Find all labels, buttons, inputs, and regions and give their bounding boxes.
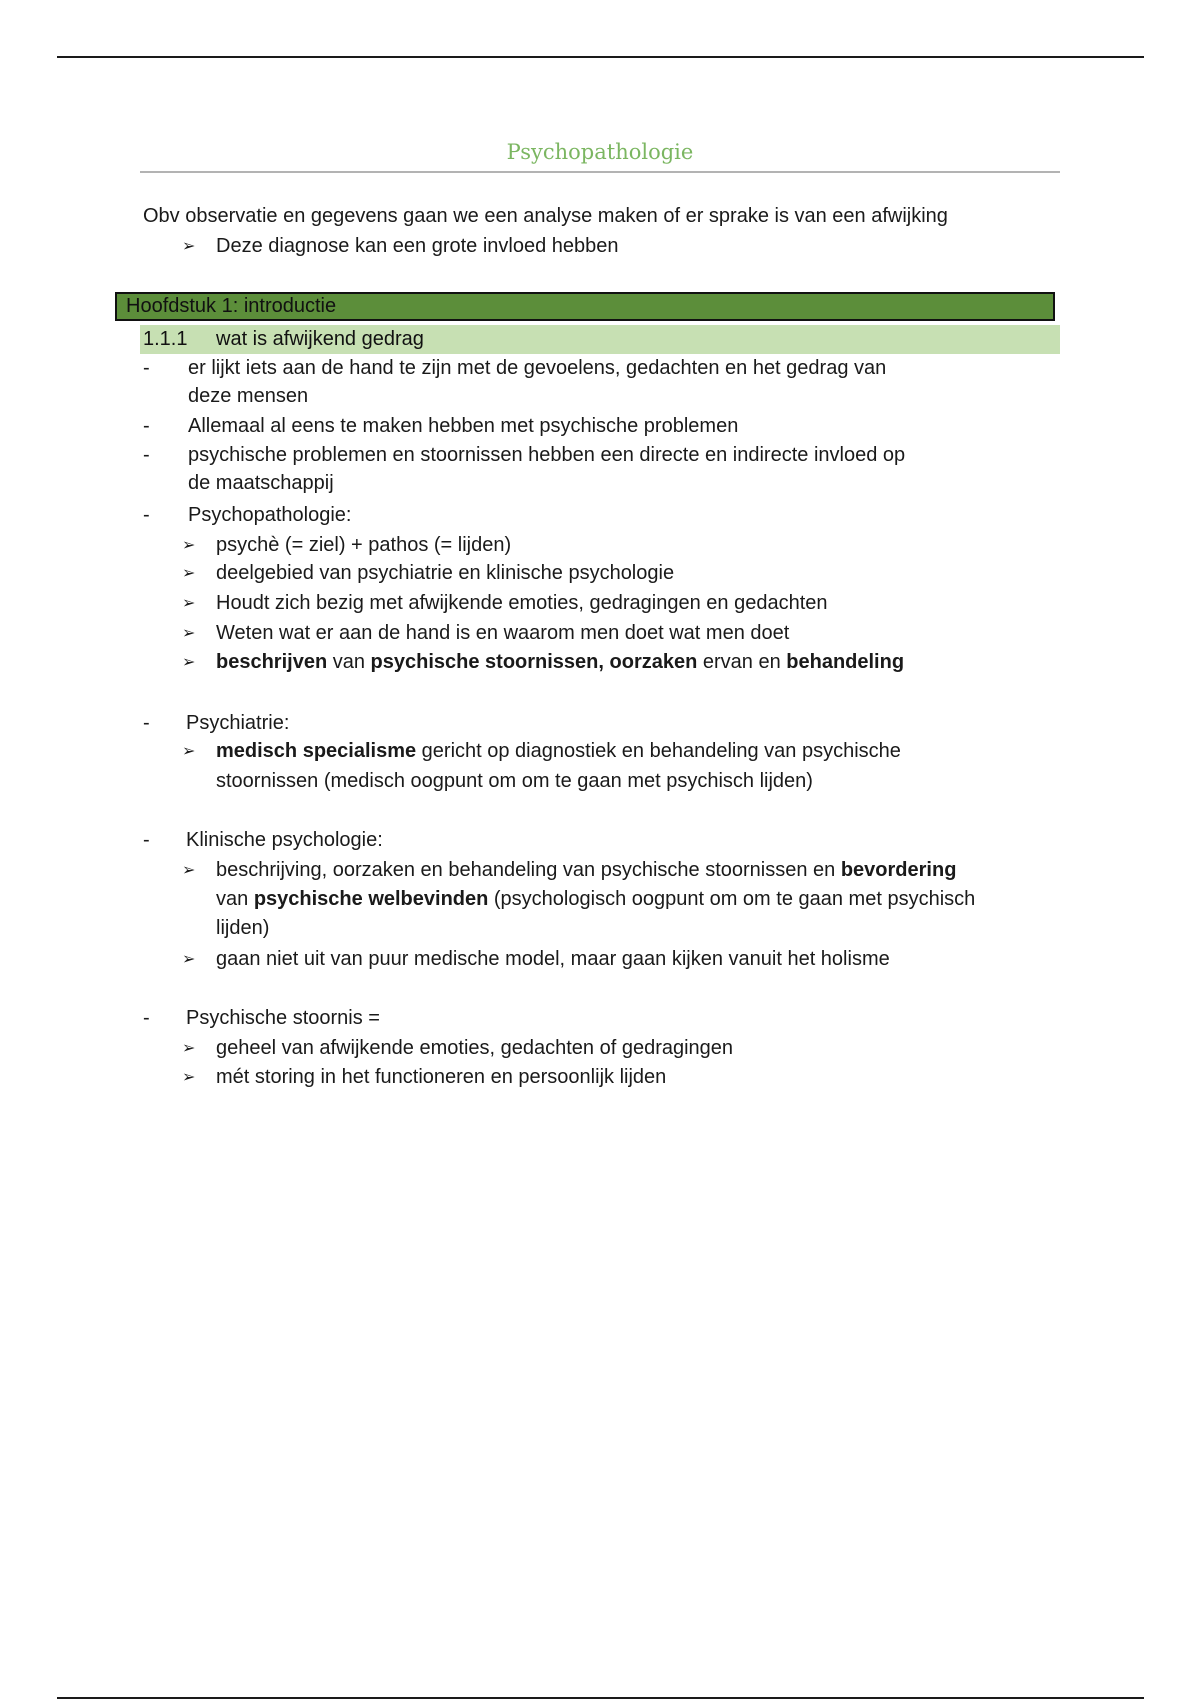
- section-number: 1.1.1: [143, 328, 188, 350]
- psychopathologie-point-3: Houdt zich bezig met afwijkende emoties, gedragingen en gedachten: [216, 592, 828, 614]
- klinisch-point-1-line-2: [216, 886, 975, 913]
- arrow-bullet-icon: ➢: [182, 862, 196, 879]
- klinisch-point-1-line-1: [216, 857, 956, 884]
- arrow-bullet-icon: ➢: [182, 743, 196, 760]
- bullet-3-line-2: de maatschappij: [188, 472, 334, 494]
- stoornis-point-2: mét storing in het functioneren en persoonlijk lijden: [216, 1066, 667, 1088]
- arrow-bullet-icon: ➢: [182, 951, 196, 968]
- psychopathologie-point-5: [216, 649, 904, 676]
- psychopathologie-point-2: deelgebied van psychiatrie en klinische psychologie: [216, 562, 675, 584]
- dash-bullet: -: [143, 829, 150, 851]
- dash-bullet: -: [143, 712, 150, 734]
- dash-bullet: -: [143, 504, 150, 526]
- bullet-3-line-1: psychische problemen en stoornissen hebben een directe en indirecte invloed op: [188, 444, 906, 466]
- psychiatrie-heading: Psychiatrie:: [186, 712, 290, 734]
- page-top-rule: [57, 56, 1144, 58]
- bold-text: psychische welbevinden: [253, 888, 489, 910]
- text: (psychologisch oogpunt om om te gaan met psychisch: [488, 888, 976, 910]
- dash-bullet: -: [143, 444, 150, 466]
- arrow-bullet-icon: ➢: [182, 537, 196, 554]
- dash-bullet: -: [143, 357, 150, 379]
- klinisch-heading: Klinische psychologie:: [186, 829, 383, 851]
- bold-text: medisch specialisme: [216, 740, 417, 762]
- psychiatrie-point-1-line-1: [216, 738, 901, 765]
- arrow-bullet-icon: ➢: [182, 1040, 196, 1057]
- psychopathologie-point-4: Weten wat er aan de hand is en waarom men doet wat men doet: [216, 622, 790, 644]
- psychopathologie-point-1: psychè (= ziel) + pathos (= lijden): [216, 534, 512, 556]
- arrow-bullet-icon: ➢: [182, 238, 196, 255]
- text: beschrijving, oorzaken en behandeling van psychische stoornissen en: [216, 859, 841, 881]
- section-title: wat is afwijkend gedrag: [216, 328, 424, 350]
- document-title: Psychopathologie: [506, 140, 694, 164]
- section-heading: [140, 325, 1060, 354]
- stoornis-heading: Psychische stoornis =: [186, 1007, 380, 1029]
- arrow-bullet-icon: ➢: [182, 654, 196, 671]
- page-bottom-rule: [57, 1697, 1144, 1699]
- arrow-bullet-icon: ➢: [182, 1069, 196, 1086]
- bullet-2: Allemaal al eens te maken hebben met psychische problemen: [188, 415, 739, 437]
- dash-bullet: -: [143, 415, 150, 437]
- psychiatrie-point-1-line-2: stoornissen (medisch oogpunt om om te gaan met psychisch lijden): [216, 770, 813, 792]
- arrow-bullet-icon: ➢: [182, 565, 196, 582]
- intro-subpoint: Deze diagnose kan een grote invloed hebben: [216, 235, 619, 257]
- intro-text: Obv observatie en gegevens gaan we een analyse maken of er sprake is van een afwijking: [143, 205, 948, 227]
- text: ervan en: [697, 651, 787, 673]
- dash-bullet: -: [143, 1007, 150, 1029]
- klinisch-point-2: gaan niet uit van puur medische model, maar gaan kijken vanuit het holisme: [216, 948, 890, 970]
- chapter-heading: Hoofdstuk 1: introductie: [115, 292, 1055, 321]
- bullet-1-line-1: er lijkt iets aan de hand te zijn met de gevoelens, gedachten en het gedrag van: [188, 357, 887, 379]
- stoornis-point-1: geheel van afwijkende emoties, gedachten of gedragingen: [216, 1037, 734, 1059]
- bold-text: bevordering: [840, 859, 957, 881]
- text: van: [327, 651, 371, 673]
- bold-text: psychische stoornissen, oorzaken: [370, 651, 698, 673]
- arrow-bullet-icon: ➢: [182, 625, 196, 642]
- text: van: [216, 888, 254, 910]
- arrow-bullet-icon: ➢: [182, 595, 196, 612]
- text: gericht op diagnostiek en behandeling van psychische: [416, 740, 901, 762]
- bold-text: behandeling: [786, 651, 905, 673]
- title-underline: [140, 171, 1060, 173]
- bullet-4: Psychopathologie:: [188, 504, 352, 526]
- klinisch-point-1-line-3: lijden): [216, 917, 270, 939]
- bullet-1-line-2: deze mensen: [188, 385, 309, 407]
- bold-text: beschrijven: [216, 651, 328, 673]
